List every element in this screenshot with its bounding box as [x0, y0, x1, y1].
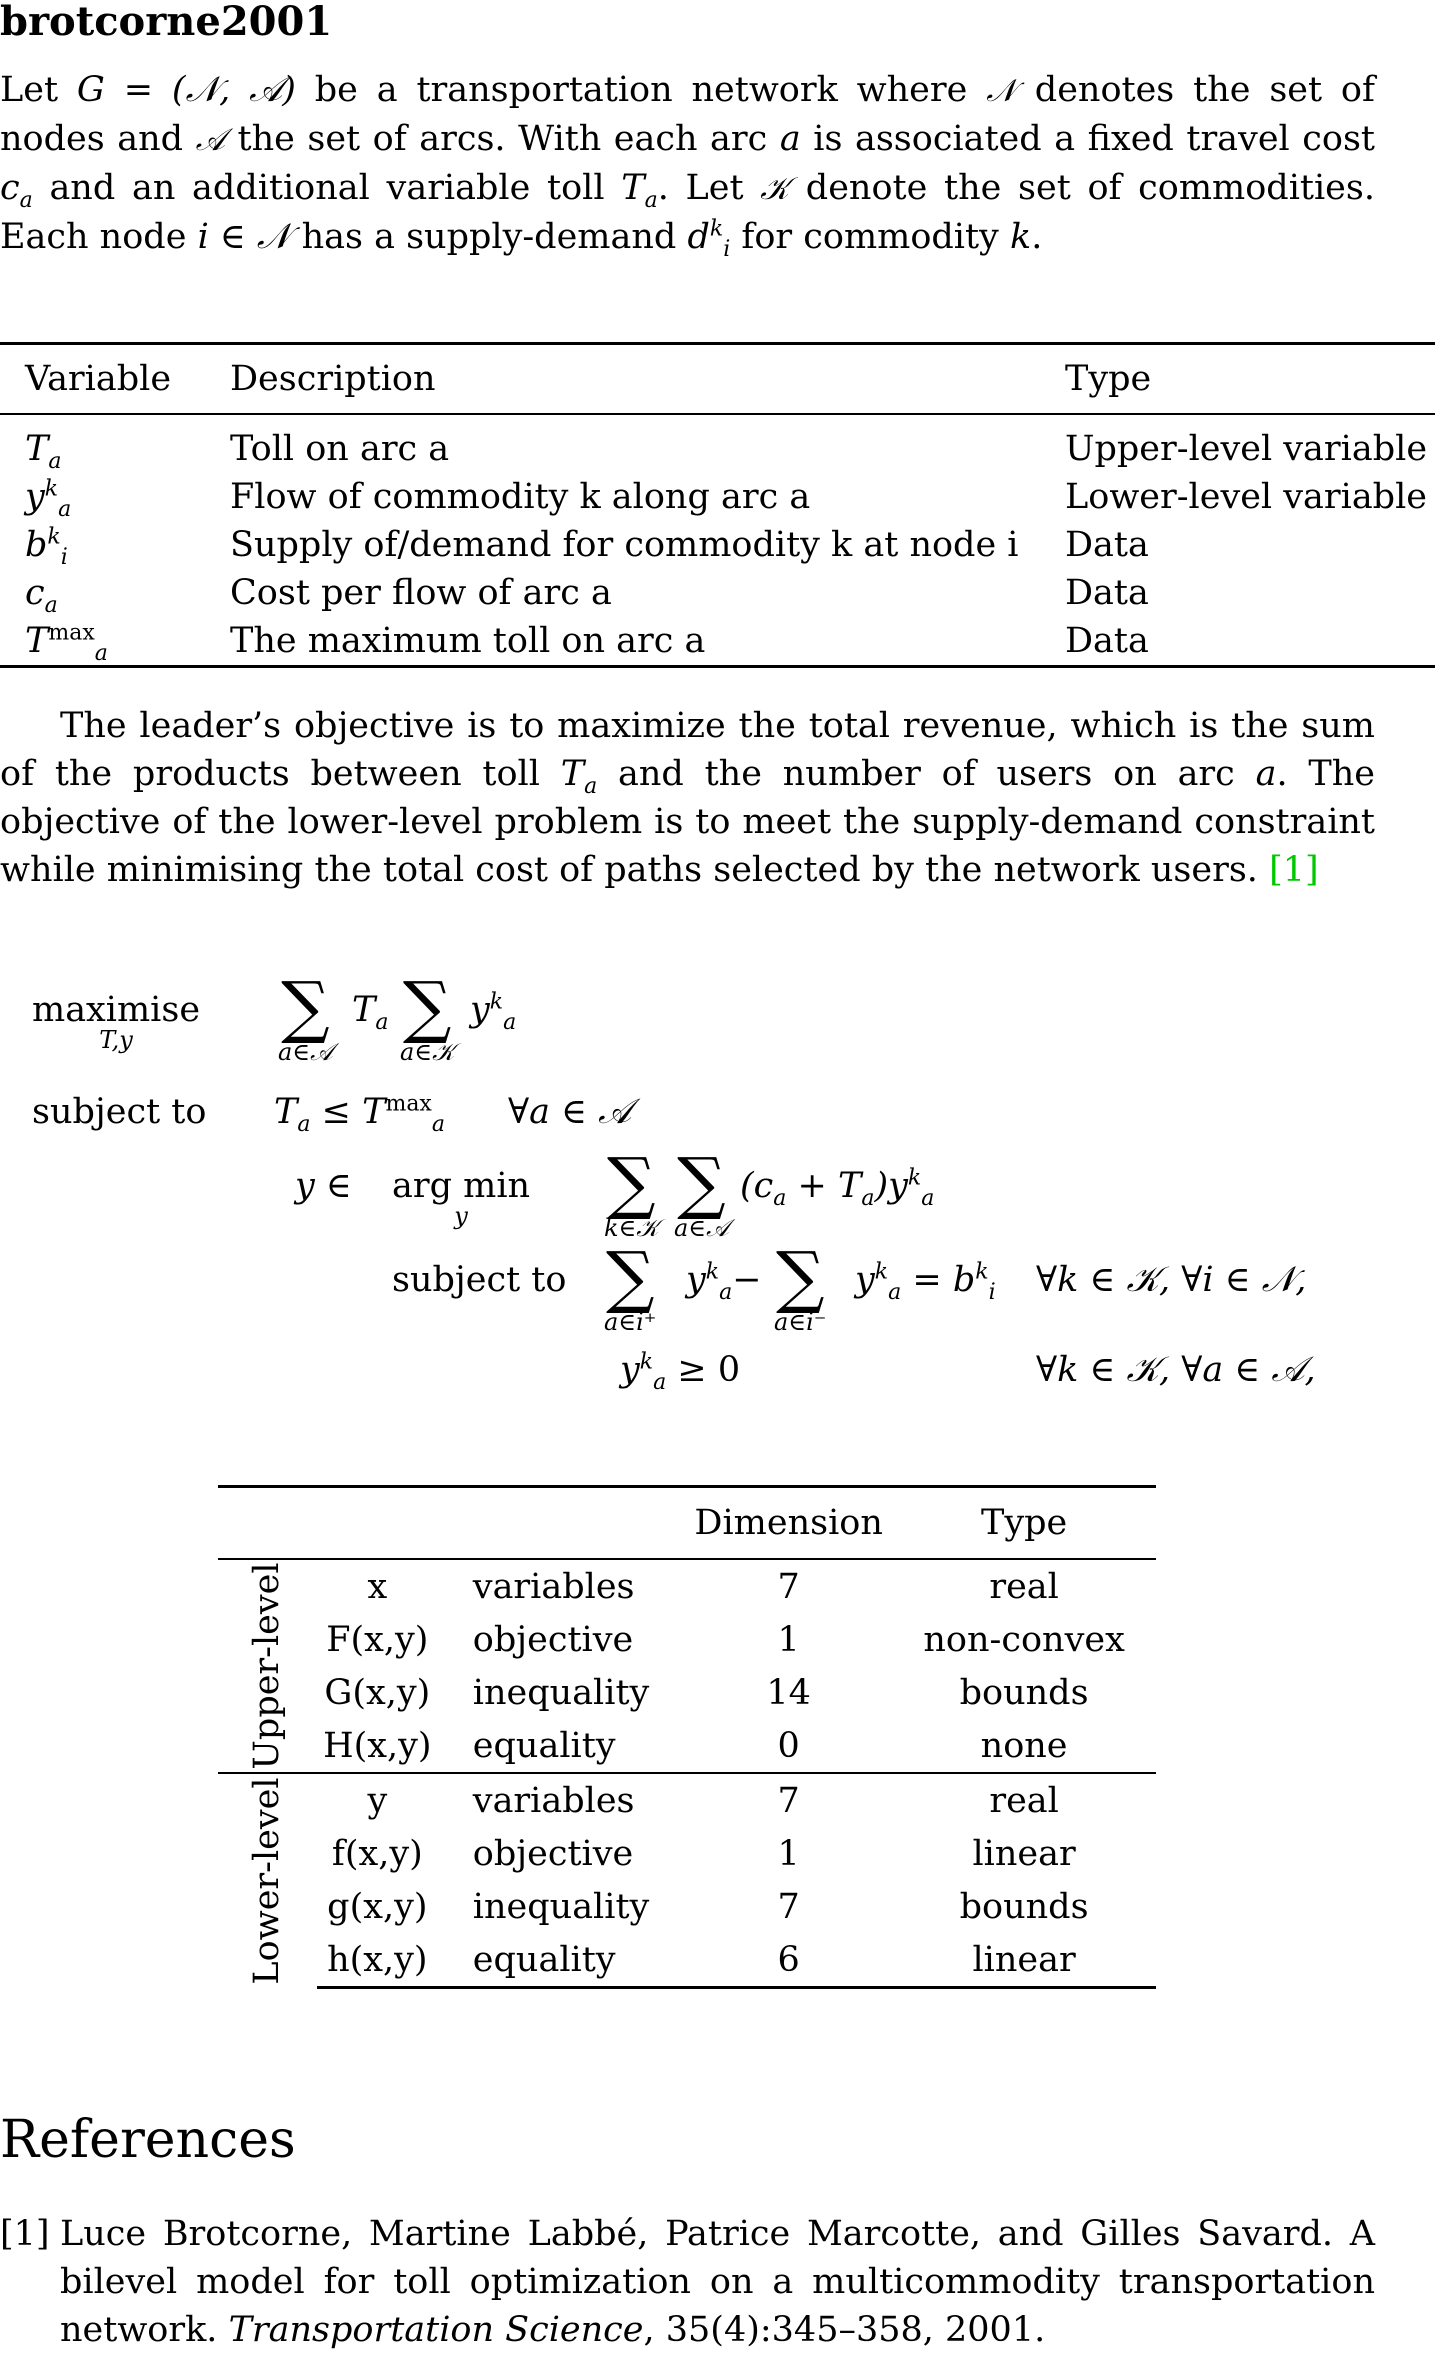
toll-symbol	[621, 168, 658, 213]
argmin-text: arg min	[392, 1166, 531, 1206]
toll-base: T	[560, 754, 585, 794]
minus-symbol: −	[732, 1260, 762, 1300]
sum-symbol: ∑	[281, 968, 330, 1047]
header-blank	[317, 1487, 438, 1560]
sum-symbol: ∑	[607, 1144, 656, 1223]
function-symbol: y	[317, 1773, 438, 1827]
function-role: inequality	[472, 1672, 650, 1713]
flow-superscript: k	[907, 1165, 922, 1191]
nonnegativity-constraint	[620, 1349, 741, 1395]
flow-sum-in	[774, 1238, 827, 1336]
argmin-under: y	[454, 1202, 468, 1230]
variable-description: Supply of/demand for commodity k at node i	[230, 525, 1019, 565]
flow-subscript: a	[888, 1280, 902, 1305]
sum-index: a∈𝒦	[400, 1038, 455, 1066]
function-role: variables	[438, 1773, 685, 1827]
function-symbol: h(x,y)	[317, 1933, 438, 1988]
function-role: objective	[472, 1833, 634, 1874]
flow-base: y	[686, 1260, 706, 1300]
references-heading: References	[0, 2110, 296, 2170]
dimension-table-row	[218, 1719, 1156, 1773]
variable-type: Data	[1065, 621, 1149, 661]
objective-text: The leader’s objective is to maximize the total revenue, which is the sum of the products between toll	[0, 706, 1375, 794]
max-toll-superscript: max	[385, 1091, 432, 1117]
reference-text	[60, 2210, 1375, 2354]
symbol-base: c	[25, 573, 45, 613]
function-role: inequality	[472, 1886, 650, 1927]
maximise-under: T,y	[99, 1026, 133, 1054]
symbol-base: b	[25, 525, 48, 565]
function-type: linear	[892, 1933, 1156, 1988]
toll-subscript: a	[644, 188, 658, 213]
dimension-table-row	[218, 1559, 1156, 1613]
objective-paragraph	[0, 702, 1375, 894]
sum-symbol: ∑	[775, 1238, 825, 1317]
reference-number: [1]	[0, 2214, 50, 2254]
lower-level-label: Lower-level	[247, 1777, 288, 1985]
intro-text: for commodity	[741, 217, 999, 257]
flow-subscript: a	[921, 1186, 935, 1211]
function-dimension: 6	[685, 1933, 892, 1988]
upper-level-group	[218, 1559, 317, 1773]
header-dimension: Dimension	[694, 1503, 883, 1543]
cost-symbol	[0, 168, 33, 213]
flow-superscript: k	[639, 1349, 654, 1375]
max-toll-subscript: a	[431, 1112, 445, 1137]
symbol-base: T	[25, 429, 49, 469]
flow-subscript: a	[503, 1010, 517, 1035]
flow-subscript: a	[719, 1280, 733, 1305]
reference-authors: Luce Brotcorne, Martine Labbé, Patrice Marcotte, and Gilles Savard. A bilevel model for toll optimization on a multicommodity transportation network.	[60, 2214, 1375, 2350]
intro-text: .	[1031, 217, 1043, 257]
intro-text: denote the set of commodities. Each node	[0, 168, 1375, 257]
symbol-subscript: a	[44, 593, 58, 618]
lower-subject-to-label: subject to	[392, 1260, 567, 1300]
variable-symbol	[0, 521, 205, 569]
symbol-superscript: k	[44, 476, 59, 502]
toll-base: T	[352, 990, 376, 1030]
function-symbol: H(x,y)	[323, 1725, 432, 1766]
variable-description: Flow of commodity k along arc a	[230, 477, 811, 517]
commodity-set-symbol: 𝒦	[760, 171, 790, 207]
arc-symbol: a	[779, 119, 801, 159]
node-membership: i ∈ 𝒩	[197, 217, 291, 257]
symbol-base: T	[25, 621, 49, 661]
intro-text: and an additional variable toll	[49, 168, 605, 208]
variable-description: Toll on arc a	[230, 429, 450, 469]
objective-text: . The objective of the lower-level problem is to meet the supply-demand constraint while minimising the total cost of paths selected by the network users.	[0, 754, 1375, 890]
intro-text: be a transportation network where	[314, 70, 968, 110]
sum-symbol: ∑	[677, 1144, 726, 1223]
lower-objective	[740, 1165, 935, 1211]
function-type: non-convex	[923, 1619, 1125, 1660]
intro-paragraph	[0, 66, 1375, 261]
function-role: objective	[472, 1619, 634, 1660]
intro-text: has a supply-demand	[301, 217, 677, 257]
arc-set-symbol: 𝒜	[195, 122, 225, 158]
header-variable: Variable	[25, 359, 172, 399]
function-dimension: 0	[777, 1725, 800, 1766]
maximise-text: maximise	[32, 990, 201, 1030]
variables-table-row	[0, 521, 1435, 569]
toll-subscript: a	[375, 1010, 389, 1035]
function-symbol: x	[317, 1559, 438, 1613]
function-dimension: 1	[777, 1619, 800, 1660]
intro-text: the set of arcs. With each arc	[237, 119, 768, 159]
objective-sum-2	[400, 968, 455, 1066]
header-type: Type	[1065, 359, 1152, 399]
toll-symbol	[560, 754, 598, 799]
demand-base: d	[687, 217, 710, 257]
toll-bound-forall: ∀a ∈ 𝒜	[508, 1092, 632, 1132]
variables-table-header	[0, 344, 1435, 415]
objective-text: and the number of users on arc	[618, 754, 1235, 794]
function-role: equality	[438, 1933, 685, 1988]
variables-table	[0, 342, 1435, 668]
symbol-base: y	[25, 477, 45, 517]
intro-text: is associated a fixed travel cost	[813, 119, 1375, 159]
variable-type: Lower-level variable	[1065, 477, 1427, 517]
upper-level-label: Upper-level	[247, 1562, 288, 1770]
objective-toll	[352, 990, 389, 1035]
symbol-subscript: i	[60, 545, 68, 570]
toll-subscript: a	[861, 1186, 875, 1211]
toll-subscript: a	[584, 774, 598, 799]
symbol-superscript: k	[47, 524, 61, 550]
variable-symbol	[0, 569, 205, 617]
variables-table-body	[0, 414, 1435, 667]
demand-subscript: i	[988, 1280, 996, 1305]
toll-base: T	[274, 1092, 298, 1132]
sum-symbol: ∑	[605, 1238, 655, 1317]
flow-base: y	[470, 990, 490, 1030]
objective-flow	[470, 989, 517, 1035]
dimension-table-row	[218, 1827, 1156, 1880]
lower-objective-part: (c	[740, 1166, 774, 1206]
variables-table-row	[0, 569, 1435, 617]
function-symbol: F(x,y)	[326, 1619, 429, 1660]
reference-journal: Transportation Science	[228, 2310, 644, 2350]
sum-index: a∈i⁺	[604, 1308, 657, 1336]
function-type: real	[892, 1559, 1156, 1613]
header-type: Type	[980, 1503, 1068, 1543]
function-type: real	[892, 1773, 1156, 1827]
function-dimension: 7	[685, 1773, 892, 1827]
node-set-symbol: 𝒩	[986, 73, 1016, 109]
commodity-symbol: k	[1009, 217, 1032, 257]
header-description: Description	[230, 359, 436, 399]
objective-sum-1	[278, 968, 333, 1066]
reference-details: , 35(4):345–358, 2001.	[643, 2310, 1046, 2350]
max-toll-base: T	[362, 1092, 386, 1132]
dimension-table-row	[218, 1613, 1156, 1666]
function-type: bounds	[959, 1672, 1089, 1713]
flow-base: y	[855, 1260, 875, 1300]
intro-text: denotes the set of nodes and	[0, 70, 1375, 159]
function-dimension: 7	[777, 1886, 800, 1927]
flow-out-term	[686, 1259, 762, 1305]
lower-objective-part: + T	[797, 1166, 862, 1206]
variable-description: Cost per flow of arc a	[230, 573, 612, 613]
symbol-superscript: max	[48, 620, 95, 646]
function-dimension: 1	[777, 1833, 800, 1874]
argmin-label	[392, 1166, 530, 1230]
demand-symbol	[687, 216, 731, 262]
dimension-table-body	[218, 1559, 1156, 1988]
variables-table-row	[0, 414, 1435, 473]
cost-base: c	[0, 168, 20, 208]
sum-index: a∈i⁻	[774, 1308, 827, 1336]
flow-superscript: k	[874, 1259, 889, 1285]
cost-subscript: a	[773, 1186, 787, 1211]
function-dimension: 14	[766, 1672, 811, 1713]
variable-type: Data	[1065, 573, 1149, 613]
variables-table-row	[0, 617, 1435, 667]
y-in-label: y ∈	[295, 1166, 352, 1206]
flow-subscript: a	[653, 1370, 667, 1395]
function-type: bounds	[959, 1886, 1089, 1927]
intro-text: Let	[0, 70, 59, 110]
demand-superscript: k	[709, 216, 724, 242]
toll-subscript: a	[297, 1112, 311, 1137]
sum-index: k∈𝒦	[604, 1214, 659, 1242]
leq-symbol: ≤	[321, 1092, 351, 1132]
variable-symbol	[0, 414, 205, 473]
graph-definition: G = (𝒩, 𝒜)	[76, 70, 296, 110]
sum-index: a∈𝒜	[278, 1038, 333, 1066]
variables-table-row	[0, 473, 1435, 521]
dimension-table-row	[218, 1933, 1156, 1988]
variable-type: Upper-level variable	[1065, 429, 1428, 469]
dimension-table-header	[218, 1487, 1156, 1560]
cost-subscript: a	[19, 188, 33, 213]
page-title: brotcorne2001	[0, 0, 333, 45]
sum-symbol: ∑	[402, 968, 452, 1047]
variable-type: Data	[1065, 525, 1149, 565]
subject-to-label: subject to	[32, 1092, 207, 1132]
function-symbol: g(x,y)	[327, 1886, 428, 1927]
flow-superscript: k	[489, 989, 504, 1015]
lower-objective-part: )y	[874, 1166, 908, 1206]
lower-sum-2	[674, 1144, 729, 1242]
symbol-subscript: a	[48, 449, 62, 474]
dimension-table-row	[218, 1666, 1156, 1719]
toll-base: T	[621, 168, 645, 208]
toll-bound-constraint	[274, 1091, 445, 1137]
lower-sum-1	[604, 1144, 659, 1242]
geq-zero: ≥ 0	[677, 1350, 741, 1390]
symbol-subscript: a	[58, 497, 72, 522]
nonnegativity-forall: ∀k ∈ 𝒦, ∀a ∈ 𝒜,	[1036, 1350, 1316, 1390]
function-type: linear	[972, 1833, 1076, 1874]
dimension-table-row	[218, 1773, 1156, 1827]
header-blank	[218, 1487, 317, 1560]
maximise-label	[32, 990, 200, 1054]
flow-in-term	[855, 1259, 996, 1305]
arc-symbol: a	[1255, 754, 1277, 794]
demand-subscript: i	[723, 237, 731, 262]
flow-superscript: k	[705, 1259, 720, 1285]
function-dimension: 7	[685, 1559, 892, 1613]
flow-base: y	[620, 1350, 640, 1390]
demand-rhs: = b	[912, 1260, 976, 1300]
citation-link[interactable]: [1]	[1269, 850, 1319, 890]
dimension-table	[218, 1485, 1156, 1989]
function-role: equality	[472, 1725, 616, 1766]
flow-conservation-forall: ∀k ∈ 𝒦, ∀i ∈ 𝒩,	[1036, 1260, 1307, 1300]
header-blank	[438, 1487, 685, 1560]
function-role: variables	[438, 1559, 685, 1613]
variable-symbol	[0, 617, 205, 667]
lower-level-group	[218, 1773, 317, 1988]
function-symbol: f(x,y)	[331, 1833, 423, 1874]
variable-description: The maximum toll on arc a	[230, 621, 706, 661]
symbol-subscript: a	[94, 641, 108, 666]
function-symbol: G(x,y)	[324, 1672, 431, 1713]
sum-index: a∈𝒜	[674, 1214, 729, 1242]
variable-symbol	[0, 473, 205, 521]
function-type: none	[980, 1725, 1068, 1766]
intro-text: . Let	[657, 168, 744, 208]
demand-superscript: k	[975, 1259, 989, 1285]
dimension-table-row	[218, 1880, 1156, 1933]
flow-sum-out	[604, 1238, 657, 1336]
